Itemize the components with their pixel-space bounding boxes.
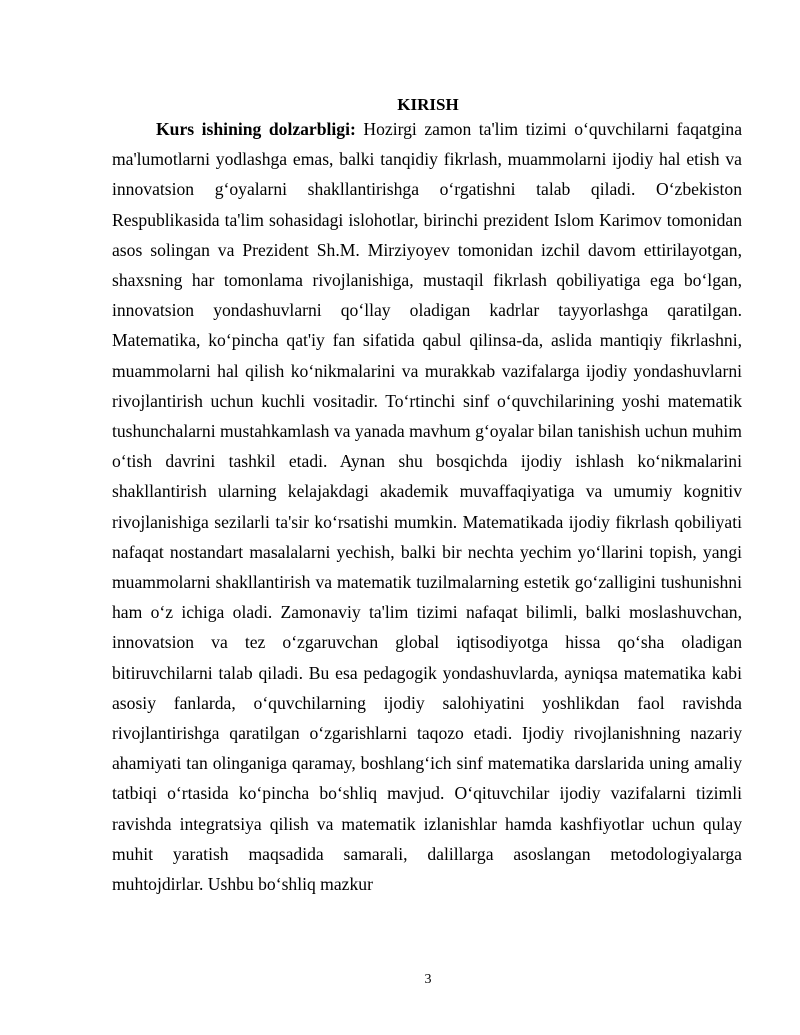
page-number: 3 xyxy=(424,972,432,987)
paragraph-text: Hozirgi zamon ta'lim tizimi o‘quvchilarni faqatgina ma'lumotlarni yodlashga emas, balki tanqidiy fikrlash, muammolarni ijodiy hal etish va innovatsion g‘oyalarni shakllantirishga o‘rgatishni talab qiladi. O‘zbekiston Respublikasida ta'lim sohasidagi islohotlar, birinchi prezident Islom Karimov tomonidan asos solingan va Prezident Sh.M. Mirziyoyev tomonidan izchil davom ettirilayotgan, shaxsning har tomonlama rivojlanishiga, mustaqil fikrlash qobiliyatiga ega bo‘lgan, innovatsion yondashuvlarni qo‘llay oladigan kadrlar tayyorlashga qaratilgan. Matematika, ko‘pincha qat'iy fan sifatida qabul qilinsa-da, aslida mantiqiy fikrlashni, muammolarni hal qilish ko‘nikmalarini va murakkab vazifalarga ijodiy yondashuvlarni rivojlantirish uchun kuchli vositadir. To‘rtinchi sinf o‘quvchilarining yoshi matematik tushunchalarni mustahkamlash va yanada mavhum g‘oyalar bilan tanishish uchun muhim o‘tish davrini tashkil etadi. Aynan shu bosqichda ijodiy ishlash ko‘nikmalarini shakllantirish ularning kelajakdagi akademik muvaffaqiyatiga va umumiy kognitiv rivojlanishiga sezilarli ta'sir ko‘rsatishi mumkin. Matematikada ijodiy fikrlash qobiliyati nafaqat nostandart masalalarni yechish, balki bir nechta yechim yo‘llarini topish, yangi muammolarni shakllantirish va matematik tuzilmalarning estetik go‘zalligini tushunishni ham o‘z ichiga oladi. Zamonaviy ta'lim tizimi nafaqat bilimli, balki moslashuvchan, innovatsion va tez o‘zgaruvchan global iqtisodiyotga hissa qo‘sha oladigan bitiruvchilarni talab qiladi. Bu esa pedagogik yondashuvlarda, ayniqsa matematika kabi asosiy fanlarda, o‘quvchilarning ijodiy salohiyatini yoshlikdan faol ravishda rivojlantirishga qaratilgan o‘zgarishlarni taqozo etadi. Ijodiy rivojlanishning nazariy ahamiyati tan olinganiga qaramay, boshlang‘ich sinf matematika darslarida uning amaliy tatbiqi o‘rtasida ko‘pincha bo‘shliq mavjud. O‘qituvchilar ijodiy vazifalarni tizimli ravishda integratsiya qilish va matematik izlanishlar hamda kashfiyotlar uchun qulay muhit yaratish maqsadida samarali, dalillarga asoslangan metodologiyalarga muhtojdirlar. Ushbu bo‘shliq mazkur xyxy=(112,119,743,895)
paragraph-lead: Kurs ishining dolzarbligi: xyxy=(156,119,356,139)
section-heading: KIRISH xyxy=(397,95,459,114)
body-paragraph xyxy=(112,114,742,899)
